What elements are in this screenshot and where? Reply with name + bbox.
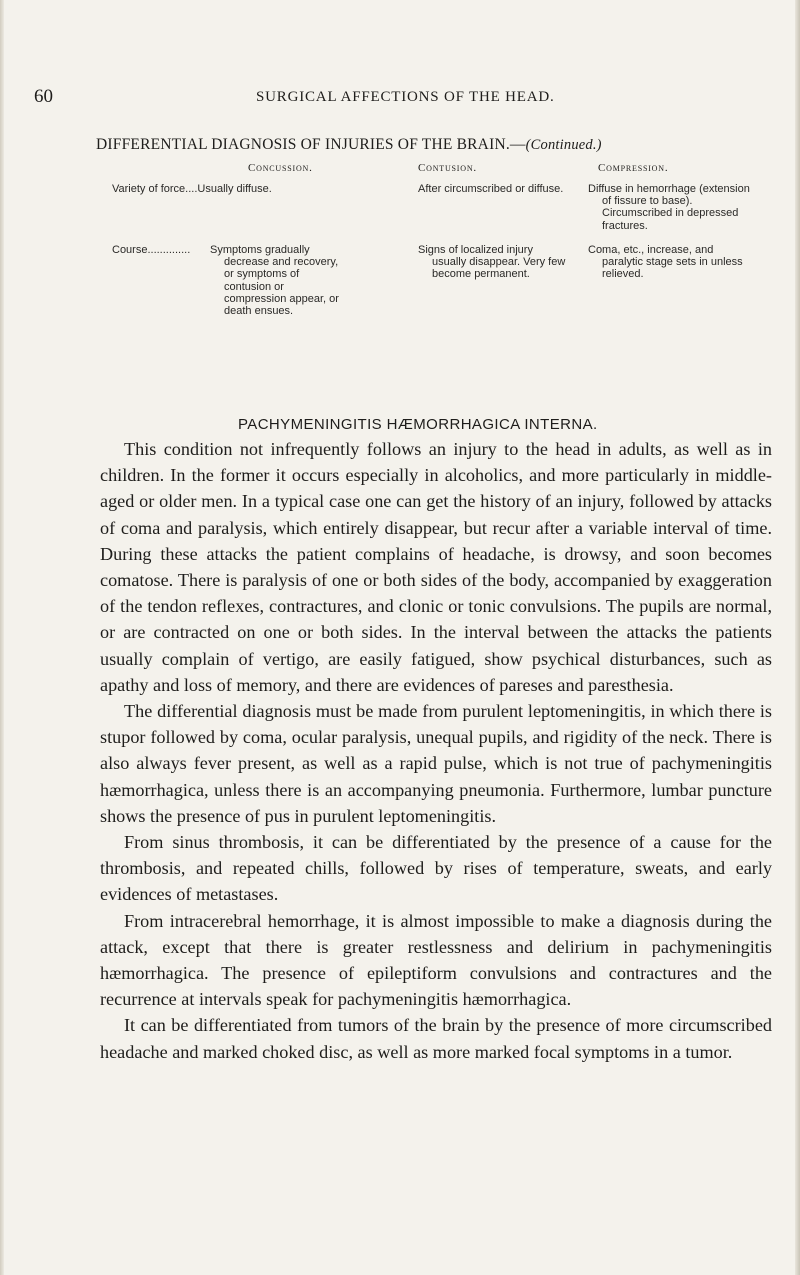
page-header <box>34 86 754 110</box>
row-cell-concussion: Usually diffuse. <box>197 183 272 195</box>
left-page-edge <box>0 0 4 1275</box>
table-row-label-variety <box>112 183 272 195</box>
table-row-label-course: Course.............. <box>112 244 191 256</box>
table-cell-course-concussion: Symptoms gradually decrease and recovery, or symptoms of contusion or compression appear, or death ensues. <box>210 244 339 318</box>
paragraph: This condition not infrequently follows an injury to the head in adults, as well as in children. In the former it occurs especially in alcoholics, and more particularly in middle-aged or older men. In a typical case one can get the history of an injury, followed by attacks of coma and paralysis, which entirely disappear, but recur after a variable interval of time. During these attacks the patient complains of headache, is drowsy, and soon becomes comatose. There is paralysis of one or both sides of the body, accompanied by exaggeration of the tendon reflexes, contractures, and clonic or tonic convulsions. The pupils are normal, or are contracted on one or both sides. In the interval between the attacks the patients usually complain of vertigo, are easily fatigued, show psychical disturbances, such as apathy and loss of memory, and there are evidences of pareses and paresthesia. <box>100 439 772 695</box>
table-cell-course-contusion: Signs of localized injury usually disappear. Very few become permanent. <box>418 244 566 281</box>
right-page-edge <box>795 0 800 1275</box>
column-header-concussion: Concussion. <box>248 162 313 174</box>
column-header-contusion: Contusion. <box>418 162 477 174</box>
paragraph: The differential diagnosis must be made from purulent leptomeningitis, in which there is stupor followed by coma, ocular paralysis, unequal pupils, and rigidity of the neck. There is also always fever present, as well as a rapid pulse, which is not true of pachymeningitis hæmorrhagica, unless there is an accompanying pneumonia. Furthermore, lumbar puncture shows the presence of pus in purulent leptomeningitis. <box>100 701 772 826</box>
table-title-text: DIFFERENTIAL DIAGNOSIS OF INJURIES OF THE BRAIN.— <box>96 136 526 153</box>
table-cell-variety-compression: Diffuse in hemorrhage (extension of fissure to base). Circumscribed in depressed fractures. <box>588 183 750 232</box>
body-text <box>100 436 772 1065</box>
row-label: Variety of force.... <box>112 183 198 195</box>
table-title <box>96 136 776 154</box>
section-heading: PACHYMENINGITIS HÆMORRHAGICA INTERNA. <box>238 416 598 433</box>
table-cell-variety-contusion: After circumscribed or diffuse. <box>418 183 564 195</box>
paragraph: It can be differentiated from tumors of the brain by the presence of more circumscribed headache and marked choked disc, as well as more marked focal symptoms in a tumor. <box>100 1015 772 1062</box>
paragraph: From sinus thrombosis, it can be differentiated by the presence of a cause for the thrombosis, and repeated chills, followed by rises of temperature, sweats, and early evidences of metastases. <box>100 832 772 905</box>
table-cell-course-compression: Coma, etc., increase, and paralytic stage sets in unless relieved. <box>588 244 743 281</box>
table-title-continued: (Continued.) <box>525 137 602 153</box>
page-number: 60 <box>34 86 53 107</box>
column-header-compression: Compression. <box>598 162 669 174</box>
running-head: SURGICAL AFFECTIONS OF THE HEAD. <box>256 89 555 105</box>
paragraph: From intracerebral hemorrhage, it is almost impossible to make a diagnosis during the attack, except that there is greater restlessness and delirium in pachymeningitis hæmorrhagica. The presence of epileptiform convulsions and contractures and the recurrence at intervals speak for pachymeningitis hæmorrhagica. <box>100 910 772 1010</box>
